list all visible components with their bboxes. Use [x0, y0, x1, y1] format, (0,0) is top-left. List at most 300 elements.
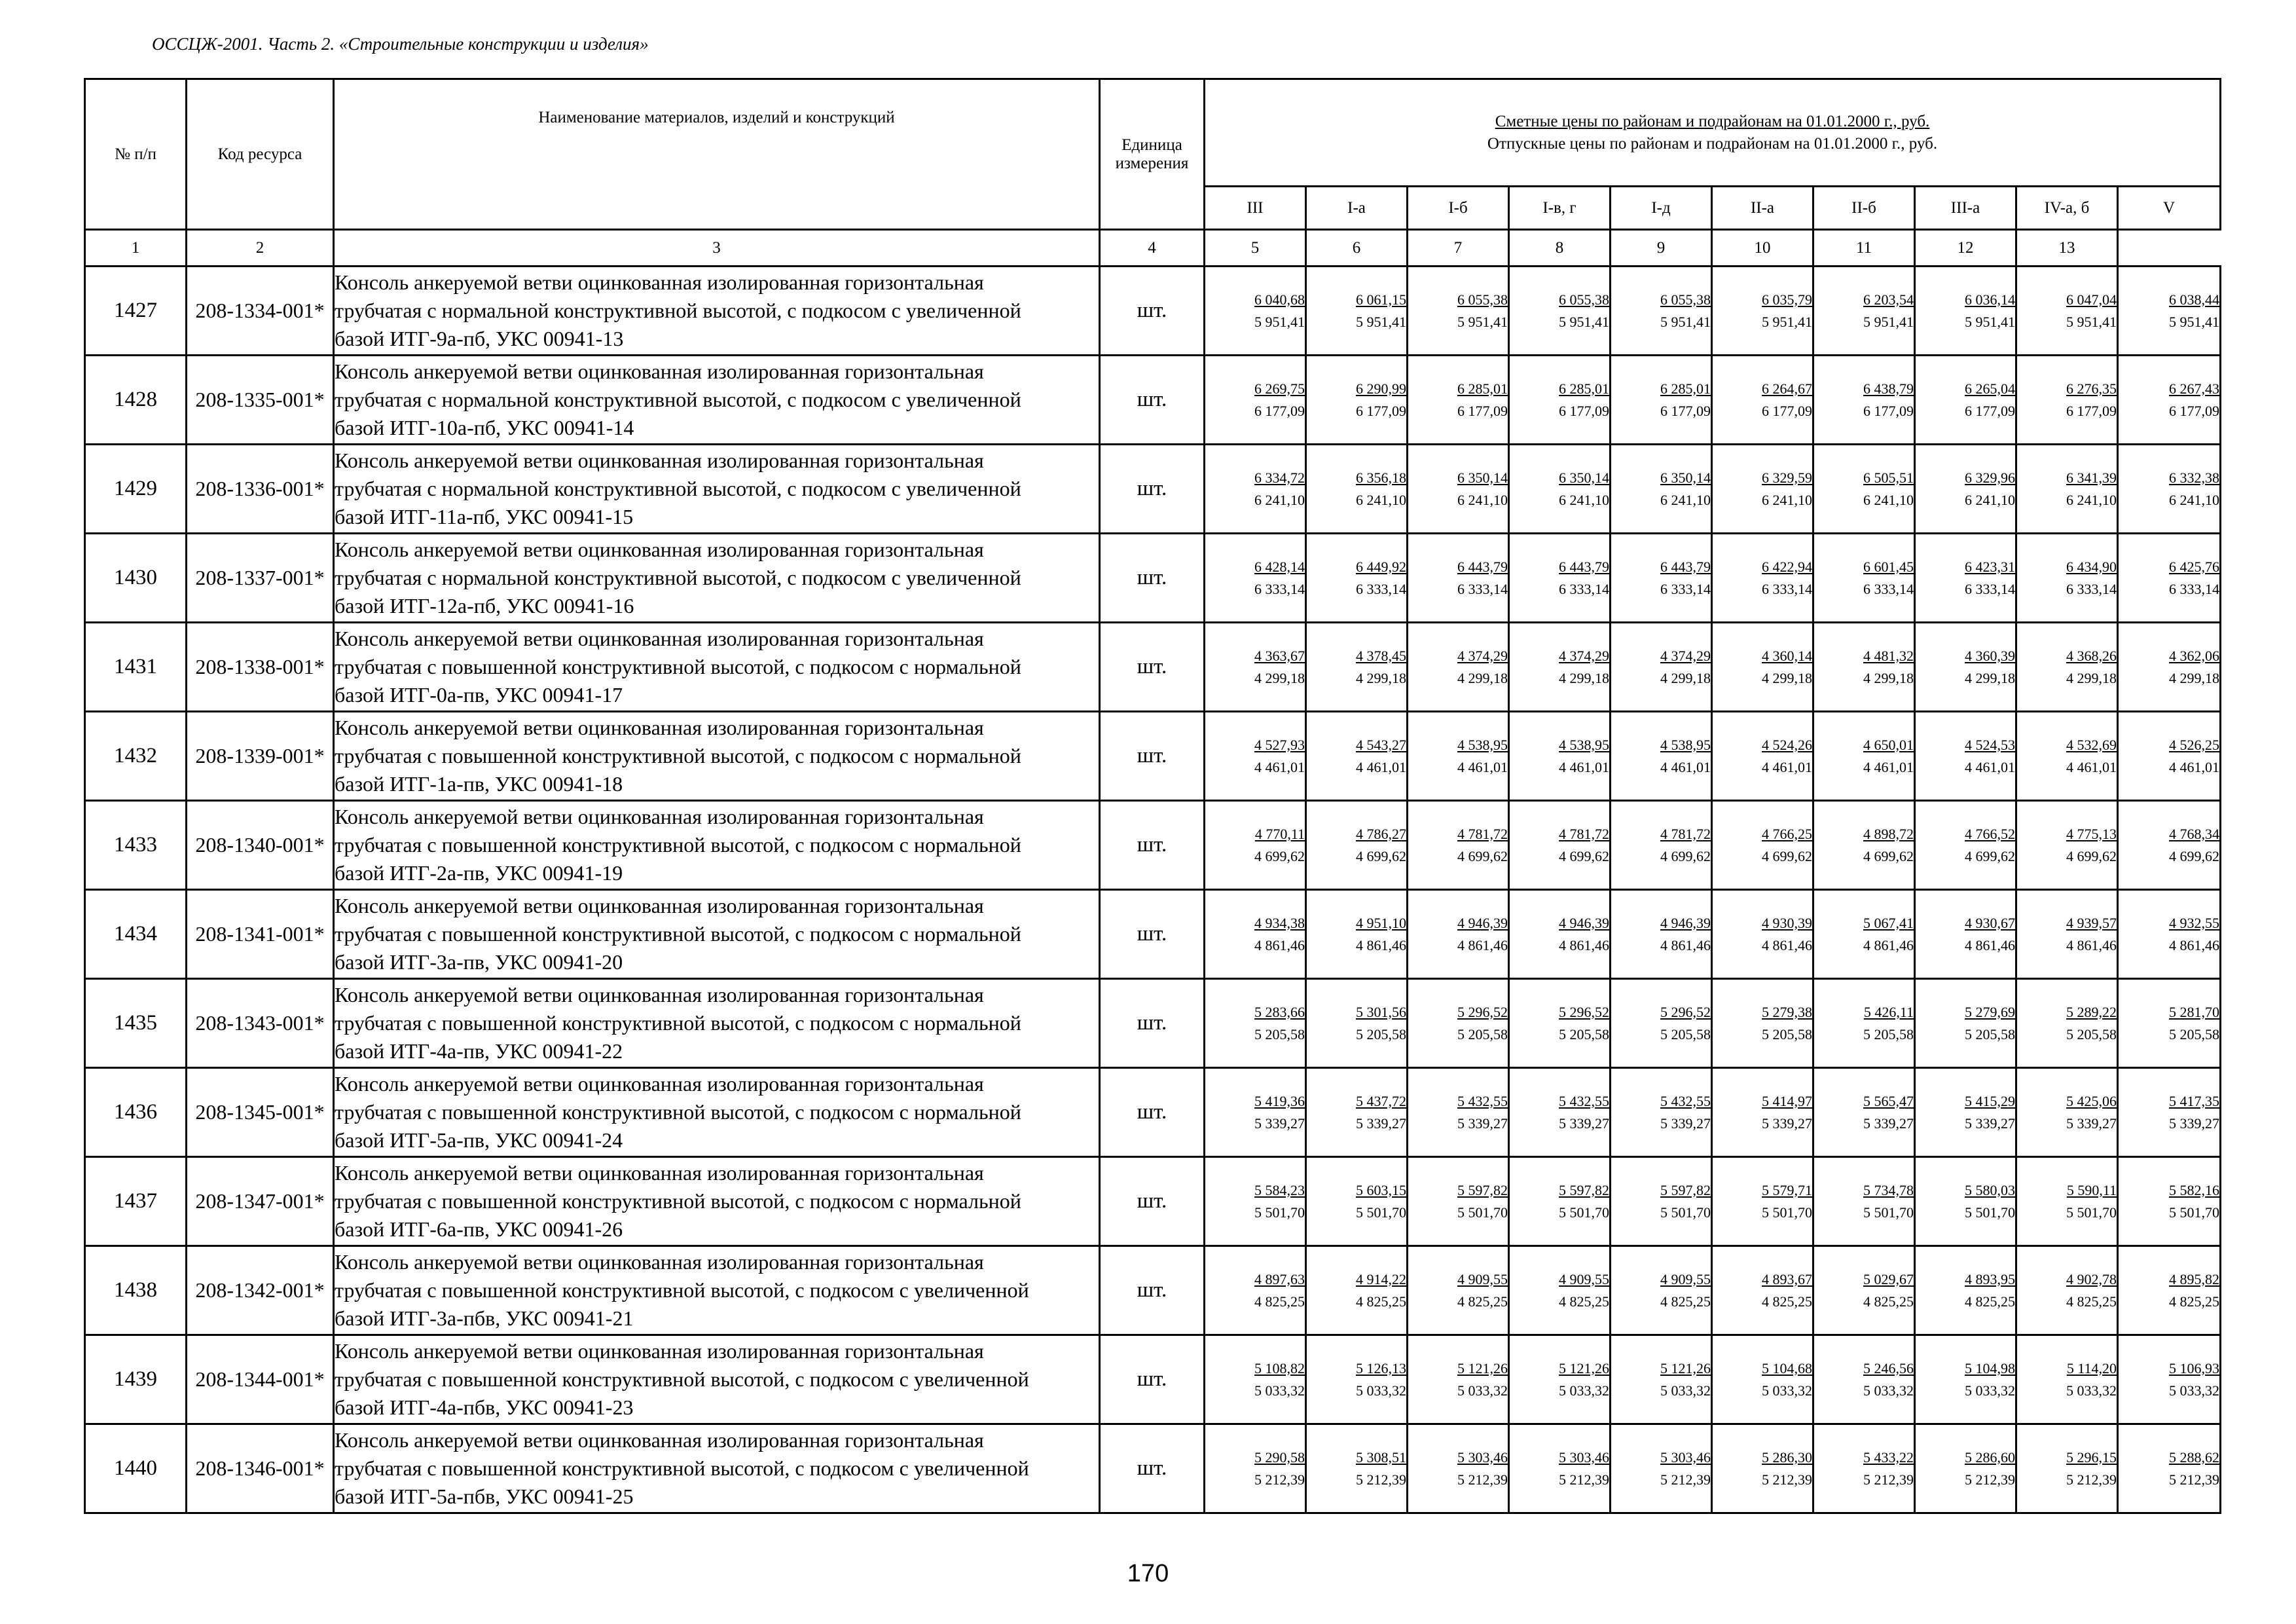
price-cell: [1408, 979, 1509, 1068]
item-name-line: Консоль анкеруемой ветви оцинкованная изолированная горизонтальная: [335, 627, 984, 650]
estimate-price: 5 417,35: [2169, 1092, 2220, 1109]
column-number: 3: [334, 230, 1100, 267]
estimate-price: 6 443,79: [1660, 558, 1711, 575]
estimate-price: 6 264,67: [1762, 380, 1812, 397]
release-price: 4 299,18: [1254, 669, 1305, 686]
estimate-price: 4 781,72: [1457, 825, 1508, 842]
item-name-line: базой ИТГ-6а-пв, УКС 00941-26: [335, 1217, 623, 1241]
item-name-line: Консоль анкеруемой ветви оцинкованная изолированная горизонтальная: [335, 1250, 984, 1274]
estimate-price: 4 934,38: [1254, 914, 1305, 931]
price-cell: [1408, 356, 1509, 445]
item-name: [334, 712, 1100, 801]
column-number: 2: [187, 230, 334, 267]
column-number: 9: [1611, 230, 1712, 267]
estimate-price: 4 786,27: [1356, 825, 1406, 842]
price-cell: [1509, 623, 1611, 712]
estimate-price: 6 267,43: [2169, 380, 2220, 397]
price-cell: [1205, 890, 1306, 979]
price-cell: [1712, 1246, 1813, 1335]
estimate-price: 4 781,72: [1660, 825, 1711, 842]
price-cell: [1813, 1246, 1915, 1335]
release-price: 5 339,27: [2169, 1115, 2220, 1132]
release-price: 4 825,25: [2066, 1293, 2117, 1310]
price-cell: [1205, 623, 1306, 712]
release-price: 5 033,32: [1254, 1382, 1305, 1399]
resource-code: 208-1346-001*: [187, 1424, 334, 1513]
estimate-price: 5 283,66: [1254, 1003, 1305, 1020]
release-price: 6 177,09: [1965, 402, 2015, 419]
release-price: 5 339,27: [1254, 1115, 1305, 1132]
release-price: 4 825,25: [1660, 1293, 1711, 1310]
estimate-price: 6 334,72: [1254, 469, 1305, 486]
unit-of-measure: шт.: [1100, 1068, 1205, 1157]
estimate-price: 4 766,25: [1762, 825, 1812, 842]
release-price: 4 299,18: [1356, 669, 1406, 686]
release-price: 5 951,41: [1254, 313, 1305, 330]
price-cell: [2118, 801, 2221, 890]
item-name-line: базой ИТГ-3а-пв, УКС 00941-20: [335, 950, 623, 974]
release-price: 5 212,39: [1457, 1471, 1508, 1488]
price-cell: [2118, 534, 2221, 623]
release-price: 5 501,70: [2066, 1204, 2117, 1221]
release-price: 4 825,25: [1762, 1293, 1812, 1310]
resource-code: 208-1334-001*: [187, 267, 334, 356]
price-cell: [1712, 1157, 1813, 1246]
estimate-price: 4 374,29: [1660, 647, 1711, 664]
estimate-price: 6 601,45: [1863, 558, 1914, 575]
estimate-price: 4 946,39: [1559, 914, 1609, 931]
release-price: 6 241,10: [1660, 491, 1711, 508]
price-cell: [1509, 890, 1611, 979]
release-price: 4 299,18: [1965, 669, 2015, 686]
estimate-price: 5 121,26: [1559, 1359, 1609, 1376]
release-prices-title: Отпускные цены по районам и подрайонам на 01.01.2000 г., руб.: [1487, 134, 1938, 153]
estimate-price: 5 303,46: [1559, 1449, 1609, 1466]
release-price: 4 825,25: [1863, 1293, 1914, 1310]
price-cell: [1509, 445, 1611, 534]
release-price: 4 861,46: [1965, 936, 2015, 953]
release-price: 4 299,18: [1559, 669, 1609, 686]
release-price: 6 177,09: [1762, 402, 1812, 419]
price-cell: [1712, 534, 1813, 623]
estimate-price: 5 296,52: [1660, 1003, 1711, 1020]
item-name-line: трубчатая с повышенной конструктивной высотой, с подкосом с нормальной: [335, 922, 1021, 946]
estimate-price: 4 893,95: [1965, 1270, 2015, 1287]
item-name: [334, 623, 1100, 712]
price-cell: [1813, 623, 1915, 712]
release-price: 6 333,14: [1559, 580, 1609, 597]
estimate-price: 4 914,22: [1356, 1270, 1406, 1287]
estimate-price: 6 285,01: [1457, 380, 1508, 397]
price-cell: [2016, 1157, 2118, 1246]
price-cell: [2016, 1068, 2118, 1157]
price-cell: [1306, 445, 1408, 534]
price-cell: [1306, 801, 1408, 890]
release-price: 5 205,58: [1457, 1025, 1508, 1043]
release-price: 5 501,70: [1457, 1204, 1508, 1221]
release-price: 4 461,01: [1254, 758, 1305, 775]
table-row: [85, 445, 2221, 534]
release-price: 4 699,62: [1356, 847, 1406, 864]
col-header-unit: Единица измерения: [1100, 79, 1205, 230]
release-price: 4 299,18: [1863, 669, 1914, 686]
estimate-price: 4 932,55: [2169, 914, 2220, 931]
item-name-line: базой ИТГ-4а-пв, УКС 00941-22: [335, 1039, 623, 1063]
release-price: 6 333,14: [1762, 580, 1812, 597]
release-price: 4 861,46: [1762, 936, 1812, 953]
item-name-line: базой ИТГ-0а-пв, УКС 00941-17: [335, 683, 623, 707]
region-header: III: [1205, 187, 1306, 230]
release-price: 4 825,25: [1457, 1293, 1508, 1310]
price-cell: [2118, 445, 2221, 534]
release-price: 5 033,32: [1457, 1382, 1508, 1399]
price-cell: [2118, 1246, 2221, 1335]
release-price: 5 205,58: [1762, 1025, 1812, 1043]
estimate-price: 5 301,56: [1356, 1003, 1406, 1020]
estimate-price: 5 279,38: [1762, 1003, 1812, 1020]
item-name: [334, 445, 1100, 534]
release-price: 4 461,01: [1457, 758, 1508, 775]
estimate-price: 6 290,99: [1356, 380, 1406, 397]
estimate-price: 5 108,82: [1254, 1359, 1305, 1376]
estimate-price: 4 532,69: [2066, 736, 2117, 753]
item-name: [334, 801, 1100, 890]
estimate-price: 4 524,53: [1965, 736, 2015, 753]
estimate-price: 6 285,01: [1660, 380, 1711, 397]
table-row: [85, 1335, 2221, 1424]
price-cell: [1509, 356, 1611, 445]
release-price: 5 339,27: [1660, 1115, 1711, 1132]
estimate-price: 4 946,39: [1660, 914, 1711, 931]
unit-of-measure: шт.: [1100, 267, 1205, 356]
price-cell: [1205, 1157, 1306, 1246]
estimate-price: 4 946,39: [1457, 914, 1508, 931]
estimate-price: 5 303,46: [1457, 1449, 1508, 1466]
col-header-code: Код ресурса: [187, 79, 334, 230]
table-row: [85, 1424, 2221, 1513]
estimate-price: 4 527,93: [1254, 736, 1305, 753]
table-row: [85, 1246, 2221, 1335]
estimate-price: 4 897,63: [1254, 1270, 1305, 1287]
price-cell: [1915, 801, 2016, 890]
release-price: 4 461,01: [1356, 758, 1406, 775]
item-name-line: трубчатая с повышенной конструктивной высотой, с подкосом с увеличенной: [335, 1456, 1029, 1480]
item-name: [334, 534, 1100, 623]
item-name-line: Консоль анкеруемой ветви оцинкованная изолированная горизонтальная: [335, 1339, 984, 1363]
price-cell: [1712, 356, 1813, 445]
release-price: 6 177,09: [1559, 402, 1609, 419]
price-cell: [1408, 1424, 1509, 1513]
row-number: 1438: [85, 1246, 187, 1335]
release-price: 5 951,41: [1356, 313, 1406, 330]
estimate-price: 5 425,06: [2066, 1092, 2117, 1109]
estimate-price: 5 579,71: [1762, 1181, 1812, 1198]
release-price: 4 699,62: [1254, 847, 1305, 864]
price-cell: [1813, 801, 1915, 890]
estimate-price: 5 734,78: [1863, 1181, 1914, 1198]
price-cell: [2118, 890, 2221, 979]
release-price: 5 212,39: [1356, 1471, 1406, 1488]
price-cell: [1712, 1335, 1813, 1424]
release-price: 5 339,27: [1457, 1115, 1508, 1132]
estimate-price: 6 443,79: [1457, 558, 1508, 575]
release-price: 5 212,39: [1559, 1471, 1609, 1488]
price-cell: [1205, 267, 1306, 356]
release-price: 5 501,70: [1863, 1204, 1914, 1221]
price-cell: [2118, 712, 2221, 801]
estimate-price: 6 055,38: [1559, 291, 1609, 308]
release-price: 4 861,46: [1660, 936, 1711, 953]
estimate-price: 5 126,13: [1356, 1359, 1406, 1376]
release-price: 4 299,18: [1660, 669, 1711, 686]
release-price: 4 461,01: [1863, 758, 1914, 775]
price-cell: [1306, 1335, 1408, 1424]
price-cell: [2016, 534, 2118, 623]
row-number: 1433: [85, 801, 187, 890]
release-price: 6 333,14: [1863, 580, 1914, 597]
item-name-line: Консоль анкеруемой ветви оцинкованная изолированная горизонтальная: [335, 449, 984, 472]
release-price: 5 501,70: [2169, 1204, 2220, 1221]
estimate-price: 4 526,25: [2169, 736, 2220, 753]
release-price: 4 861,46: [1863, 936, 1914, 953]
column-number: 5: [1205, 230, 1306, 267]
item-name: [334, 1335, 1100, 1424]
price-cell: [1611, 1157, 1712, 1246]
table-row: [85, 623, 2221, 712]
item-name-line: трубчатая с повышенной конструктивной высотой, с подкосом с нормальной: [335, 1189, 1021, 1213]
item-name-line: трубчатая с повышенной конструктивной высотой, с подкосом с нормальной: [335, 744, 1021, 767]
estimate-price: 4 930,39: [1762, 914, 1812, 931]
release-price: 5 339,27: [1863, 1115, 1914, 1132]
price-cell: [1306, 1246, 1408, 1335]
item-name-line: трубчатая с повышенной конструктивной высотой, с подкосом с нормальной: [335, 1100, 1021, 1124]
estimate-price: 4 538,95: [1457, 736, 1508, 753]
col-header-name: Наименование материалов, изделий и конструкций: [334, 79, 1100, 230]
release-price: 4 461,01: [1762, 758, 1812, 775]
estimate-price: 6 269,75: [1254, 380, 1305, 397]
release-price: 4 461,01: [1559, 758, 1609, 775]
estimate-price: 4 538,95: [1660, 736, 1711, 753]
release-price: 6 241,10: [1863, 491, 1914, 508]
release-price: 4 861,46: [1457, 936, 1508, 953]
item-name-line: базой ИТГ-3а-пбв, УКС 00941-21: [335, 1306, 634, 1330]
release-price: 5 033,32: [1863, 1382, 1914, 1399]
table-body: [85, 267, 2221, 1513]
resource-code: 208-1336-001*: [187, 445, 334, 534]
price-cell: [1611, 1424, 1712, 1513]
estimate-price: 6 038,44: [2169, 291, 2220, 308]
estimate-price: 6 285,01: [1559, 380, 1609, 397]
estimate-price: 6 438,79: [1863, 380, 1914, 397]
estimate-price: 4 766,52: [1965, 825, 2015, 842]
estimate-price: 5 281,70: [2169, 1003, 2220, 1020]
price-cell: [1306, 623, 1408, 712]
item-name: [334, 267, 1100, 356]
item-name-line: базой ИТГ-10а-пб, УКС 00941-14: [335, 416, 634, 439]
price-cell: [1205, 979, 1306, 1068]
item-name-line: трубчатая с повышенной конструктивной высотой, с подкосом с увеличенной: [335, 1367, 1029, 1391]
release-price: 6 241,10: [2066, 491, 2117, 508]
estimate-price: 4 543,27: [1356, 736, 1406, 753]
estimate-price: 6 350,14: [1660, 469, 1711, 486]
release-price: 6 177,09: [1457, 402, 1508, 419]
column-number: 11: [1813, 230, 1915, 267]
release-price: 5 033,32: [1660, 1382, 1711, 1399]
estimate-price: 6 035,79: [1762, 291, 1812, 308]
column-number: 13: [2016, 230, 2118, 267]
price-cell: [1408, 890, 1509, 979]
release-price: 4 699,62: [1660, 847, 1711, 864]
release-price: 6 177,09: [1356, 402, 1406, 419]
price-cell: [1306, 267, 1408, 356]
unit-of-measure: шт.: [1100, 890, 1205, 979]
price-cell: [1611, 534, 1712, 623]
estimate-price: 6 265,04: [1965, 380, 2015, 397]
table-row: [85, 890, 2221, 979]
release-price: 6 177,09: [1660, 402, 1711, 419]
price-cell: [1509, 801, 1611, 890]
release-price: 5 501,70: [1965, 1204, 2015, 1221]
estimate-price: 5 290,58: [1254, 1449, 1305, 1466]
price-cell: [1712, 979, 1813, 1068]
release-price: 6 241,10: [1559, 491, 1609, 508]
price-cell: [1813, 890, 1915, 979]
release-price: 5 033,32: [1965, 1382, 2015, 1399]
resource-code: 208-1342-001*: [187, 1246, 334, 1335]
estimate-price: 5 296,52: [1559, 1003, 1609, 1020]
region-header: III-а: [1915, 187, 2016, 230]
price-cell: [1915, 1424, 2016, 1513]
price-cell: [1611, 1246, 1712, 1335]
estimate-price: 6 061,15: [1356, 291, 1406, 308]
unit-of-measure: шт.: [1100, 445, 1205, 534]
price-cell: [2016, 1246, 2118, 1335]
estimate-price: 5 104,68: [1762, 1359, 1812, 1376]
estimate-price: 6 356,18: [1356, 469, 1406, 486]
price-cell: [1509, 1068, 1611, 1157]
price-cell: [1915, 267, 2016, 356]
estimate-price: 4 374,29: [1559, 647, 1609, 664]
estimate-price: 6 329,59: [1762, 469, 1812, 486]
release-price: 5 951,41: [1863, 313, 1914, 330]
estimate-price: 6 350,14: [1457, 469, 1508, 486]
row-number: 1430: [85, 534, 187, 623]
estimate-price: 5 580,03: [1965, 1181, 2015, 1198]
release-price: 5 951,41: [1762, 313, 1812, 330]
price-cell: [1408, 1068, 1509, 1157]
unit-of-measure: шт.: [1100, 623, 1205, 712]
unit-of-measure: шт.: [1100, 1424, 1205, 1513]
price-cell: [2118, 1335, 2221, 1424]
release-price: 4 825,25: [1254, 1293, 1305, 1310]
estimate-price: 4 650,01: [1863, 736, 1914, 753]
release-price: 6 177,09: [2169, 402, 2220, 419]
price-cell: [1813, 267, 1915, 356]
row-number: 1432: [85, 712, 187, 801]
price-cell: [1813, 1068, 1915, 1157]
item-name: [334, 1424, 1100, 1513]
release-price: 4 699,62: [1965, 847, 2015, 864]
release-price: 4 699,62: [1559, 847, 1609, 864]
price-cell: [2118, 1424, 2221, 1513]
column-number-row: [85, 230, 2221, 267]
release-price: 6 241,10: [1965, 491, 2015, 508]
item-name-line: базой ИТГ-9а-пб, УКС 00941-13: [335, 327, 624, 350]
region-header: V: [2118, 187, 2221, 230]
release-price: 4 299,18: [2169, 669, 2220, 686]
item-name: [334, 890, 1100, 979]
estimate-price: 5 414,97: [1762, 1092, 1812, 1109]
table-row: [85, 267, 2221, 356]
price-cell: [1306, 890, 1408, 979]
resource-code: 208-1340-001*: [187, 801, 334, 890]
item-name-line: Консоль анкеруемой ветви оцинкованная изолированная горизонтальная: [335, 270, 984, 294]
estimate-price: 5 303,46: [1660, 1449, 1711, 1466]
estimate-price: 5 288,62: [2169, 1449, 2220, 1466]
price-cell: [1306, 1157, 1408, 1246]
column-number: 10: [1712, 230, 1813, 267]
estimate-price: 6 443,79: [1559, 558, 1609, 575]
price-cell: [1915, 1335, 2016, 1424]
release-price: 5 501,70: [1356, 1204, 1406, 1221]
resource-code: 208-1337-001*: [187, 534, 334, 623]
estimate-price: 5 296,52: [1457, 1003, 1508, 1020]
item-name-line: базой ИТГ-4а-пбв, УКС 00941-23: [335, 1395, 634, 1419]
estimate-price: 5 286,60: [1965, 1449, 2015, 1466]
estimate-price: 4 363,67: [1254, 647, 1305, 664]
table-row: [85, 1157, 2221, 1246]
release-price: 5 501,70: [1762, 1204, 1812, 1221]
price-cell: [1205, 356, 1306, 445]
release-price: 5 205,58: [1559, 1025, 1609, 1043]
row-number: 1435: [85, 979, 187, 1068]
estimate-price: 5 121,26: [1660, 1359, 1711, 1376]
price-cell: [1813, 445, 1915, 534]
estimate-price: 4 524,26: [1762, 736, 1812, 753]
price-cell: [2016, 890, 2118, 979]
unit-of-measure: шт.: [1100, 712, 1205, 801]
release-price: 5 339,27: [1965, 1115, 2015, 1132]
estimate-price: 6 036,14: [1965, 291, 2015, 308]
release-price: 6 333,14: [2066, 580, 2117, 597]
price-cell: [1813, 1335, 1915, 1424]
estimate-price: 4 898,72: [1863, 825, 1914, 842]
estimate-price: 6 329,96: [1965, 469, 2015, 486]
resource-code: 208-1335-001*: [187, 356, 334, 445]
release-price: 6 333,14: [1457, 580, 1508, 597]
estimate-price: 5 308,51: [1356, 1449, 1406, 1466]
price-cell: [2118, 267, 2221, 356]
price-cell: [1509, 1335, 1611, 1424]
release-price: 6 241,10: [1254, 491, 1305, 508]
release-price: 5 205,58: [1863, 1025, 1914, 1043]
price-cell: [2016, 1335, 2118, 1424]
release-price: 6 177,09: [2066, 402, 2117, 419]
price-cell: [1509, 1424, 1611, 1513]
release-price: 6 333,14: [1254, 580, 1305, 597]
release-price: 4 299,18: [1457, 669, 1508, 686]
item-name: [334, 356, 1100, 445]
estimate-price: 6 040,68: [1254, 291, 1305, 308]
unit-of-measure: шт.: [1100, 979, 1205, 1068]
estimate-price: 4 768,34: [2169, 825, 2220, 842]
item-name-line: Консоль анкеруемой ветви оцинкованная изолированная горизонтальная: [335, 1072, 984, 1096]
column-number: 8: [1509, 230, 1611, 267]
price-cell: [1915, 890, 2016, 979]
price-cell: [1205, 801, 1306, 890]
price-cell: [1915, 712, 2016, 801]
column-number: 7: [1408, 230, 1509, 267]
